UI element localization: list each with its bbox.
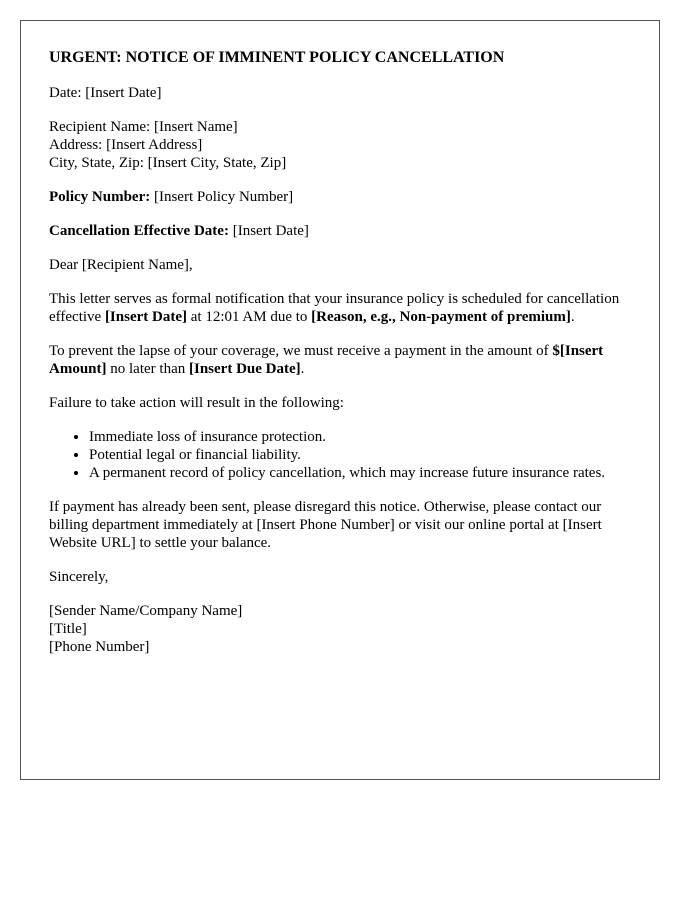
signature-name: [Sender Name/Company Name] — [49, 603, 243, 619]
para2-due-date: [Insert Due Date] — [189, 361, 301, 377]
sign-off: Sincerely, — [49, 569, 109, 585]
recipient-block — [49, 118, 631, 172]
recipient-name-line: Recipient Name: [Insert Name] — [49, 119, 238, 135]
recipient-address-line: Address: [Insert Address] — [49, 137, 203, 153]
signature-block — [49, 602, 631, 656]
payment-paragraph — [49, 342, 631, 378]
para2-text-1: To prevent the lapse of your coverage, we must receive a payment in the amount of — [49, 343, 553, 359]
list-item: • A permanent record of policy cancellation, which may increase future insurance rates. — [89, 464, 631, 482]
signature-title: [Title] — [49, 621, 87, 637]
policy-number-label: Policy Number: — [49, 189, 151, 205]
para1-effective-date: [Insert Date] — [104, 309, 187, 325]
list-item: • Potential legal or financial liability. — [89, 446, 631, 464]
date-line: Date: [Insert Date] — [49, 85, 162, 101]
policy-number-line — [49, 188, 631, 206]
policy-number-value: [Insert Policy Number] — [150, 189, 294, 205]
cancellation-date-line — [49, 222, 631, 240]
para2-amount: $[Insert Amount] — [49, 343, 604, 377]
cancellation-paragraph — [49, 290, 631, 326]
para1-reason: [Reason, e.g., Non-payment of premium] — [311, 309, 571, 325]
para2-text-3: . — [300, 361, 305, 377]
para1-text-2: at 12:01 AM due to — [187, 309, 312, 325]
closing-paragraph: If payment has already been sent, please disregard this notice. Otherwise, please contact our billing department immediately at [Insert Phone Number] or visit our online portal at [Insert Website URL] to settle your balance. — [49, 499, 602, 551]
para1-text-1: This letter serves as formal notification that your insurance policy is scheduled for cancellation effective — [49, 291, 620, 325]
para2-text-2: no later than — [106, 361, 189, 377]
recipient-city-line: City, State, Zip: [Insert City, State, Zip] — [49, 155, 287, 171]
consequences-intro: Failure to take action will result in the following: — [49, 395, 344, 411]
cancellation-date-label: Cancellation Effective Date: — [49, 223, 229, 239]
para1-text-3: . — [570, 309, 575, 325]
consequences-list — [49, 428, 631, 482]
signature-phone: [Phone Number] — [49, 639, 150, 655]
notice-title: URGENT: NOTICE OF IMMINENT POLICY CANCELLATION — [49, 49, 505, 66]
salutation: Dear [Recipient Name], — [49, 257, 193, 273]
letter-document — [20, 20, 660, 780]
list-item: • Immediate loss of insurance protection. — [89, 428, 631, 446]
cancellation-date-value: [Insert Date] — [228, 223, 309, 239]
